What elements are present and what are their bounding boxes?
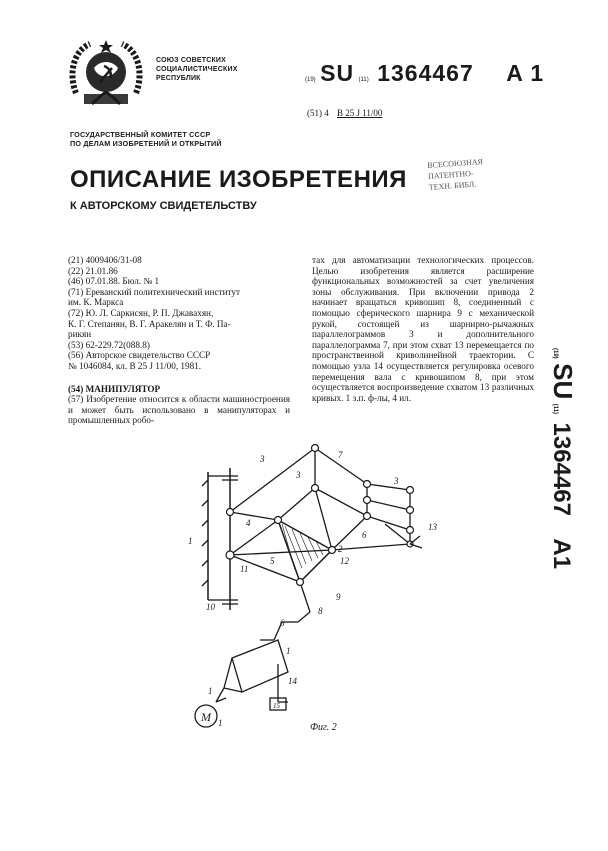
fig-label: 1 [208,686,213,696]
country-code: SU [320,60,355,86]
biblio-line: (22) 21.01.86 [68,265,118,276]
abstract-right: тах для автоматизации технологических процессов. Целью изобретения является расширение функциональных возможностей за счет увеличения зоны обслуживания. При включении привода 2 начинает вращаться кривошип 8, соединенный с помощью сферического шарнира 9 с механической рукой, состоящей из шарнирно-рычажных параллелограммов 3 и дополнительного параллелограмма 7, при этом схват 13 перемещается по пространственной криволинейной траектории. С помощью узла 14 осуществляется регулировка осевого перемещения вала с кривошипом 8, при этом осуществляется воспроизведение схватом 13 различных кривых. 1 з.п. ф-лы, 4 ил. [312,255,534,403]
biblio-line: (72) Ю. Л. Саркисян, Р. П. Джавахян, [68,307,214,318]
page-subtitle: К АВТОРСКОМУ СВИДЕТЕЛЬСТВУ [70,200,257,212]
figure-2 [170,440,450,740]
biblio-line: (56) Авторское свидетельство СССР [68,350,211,361]
fig-label: 1 [188,536,193,546]
ipc-class-line [307,108,382,118]
fig-label: 2 [338,544,343,554]
fig-label: 3 [394,476,399,486]
biblio-line: (71) Ереванский политехнический институт [68,286,241,297]
motor-label: M [201,710,211,724]
side-code-19: (19) [552,348,558,359]
biblio-line: (21) 4009406/31-08 [68,255,142,265]
code-19: (19) [305,77,316,83]
fig-label: 3 [296,470,301,480]
abstract-column-right [312,255,534,403]
fig-label: 15 [273,702,280,710]
side-code-11: (11) [552,403,558,415]
committee-name: ГОСУДАРСТВЕННЫЙ КОМИТЕТ СССР ПО ДЕЛАМ ИЗОБРЕТЕНИЙ И ОТКРЫТИЙ [70,130,222,148]
fig-label: 5 [270,556,275,566]
abstract-left: (57) Изобретение относится к области машиностроения и может быть использовано в манипуляторах и промышленных робо- [68,394,290,426]
biblio-line: им. К. Маркса [68,297,124,308]
fig-label: 9 [336,592,341,602]
code-51: (51) 4 [307,108,329,118]
fig-label: 12 [340,556,349,566]
fig-label: 8 [318,606,323,616]
ussr-emblem [66,38,146,108]
library-stamp: ВСЕСОЮЗНАЯ ПАТЕНТНО- ТЕХН. БИБЛ. [426,157,484,192]
side-country-code: SU [548,363,578,400]
fig-label: 6 [362,530,367,540]
fig-label: 7 [338,450,343,460]
fig-label: 1 [218,718,223,728]
fig-label: 13 [428,522,437,532]
fig-label: 4 [246,518,251,528]
publication-number: 1364467 [377,60,474,86]
figure-caption: Фиг. 2 [310,722,337,733]
fig-label: 6 [280,618,285,628]
fig-label: 10 [206,602,215,612]
publication-number-line [305,60,544,87]
side-publication-number [547,348,578,569]
biblio-line: (46) 07.01.88. Бюл. № 1 [68,276,160,287]
fig-label: 1 [286,646,291,656]
fig-label: 14 [288,676,297,686]
ipc-class: В 25 J 11/00 [337,108,383,118]
side-kind: A1 [548,538,575,570]
bibliographic-data [68,255,290,426]
invention-name: (54) МАНИПУЛЯТОР [68,383,161,394]
code-11: (11) [358,77,369,83]
fig-label: 11 [240,564,249,574]
biblio-line: рикян [68,329,92,340]
manipulator-drawing [170,440,450,740]
country-name: СОЮЗ СОВЕТСКИХ СОЦИАЛИСТИЧЕСКИХ РЕСПУБЛИК [156,57,238,82]
biblio-line: К. Г. Степанян, В. Г. Аракелян и Т. Ф. Па- [68,318,231,329]
fig-label: 3 [260,454,265,464]
biblio-line: (53) 62-229.72(088.8) [68,339,150,350]
document-kind: A 1 [506,60,545,86]
page-title: ОПИСАНИЕ ИЗОБРЕТЕНИЯ [70,166,407,193]
side-number: 1364467 [548,422,575,516]
biblio-line: № 1046084, кл. В 25 J 11/00, 1981. [68,360,202,371]
